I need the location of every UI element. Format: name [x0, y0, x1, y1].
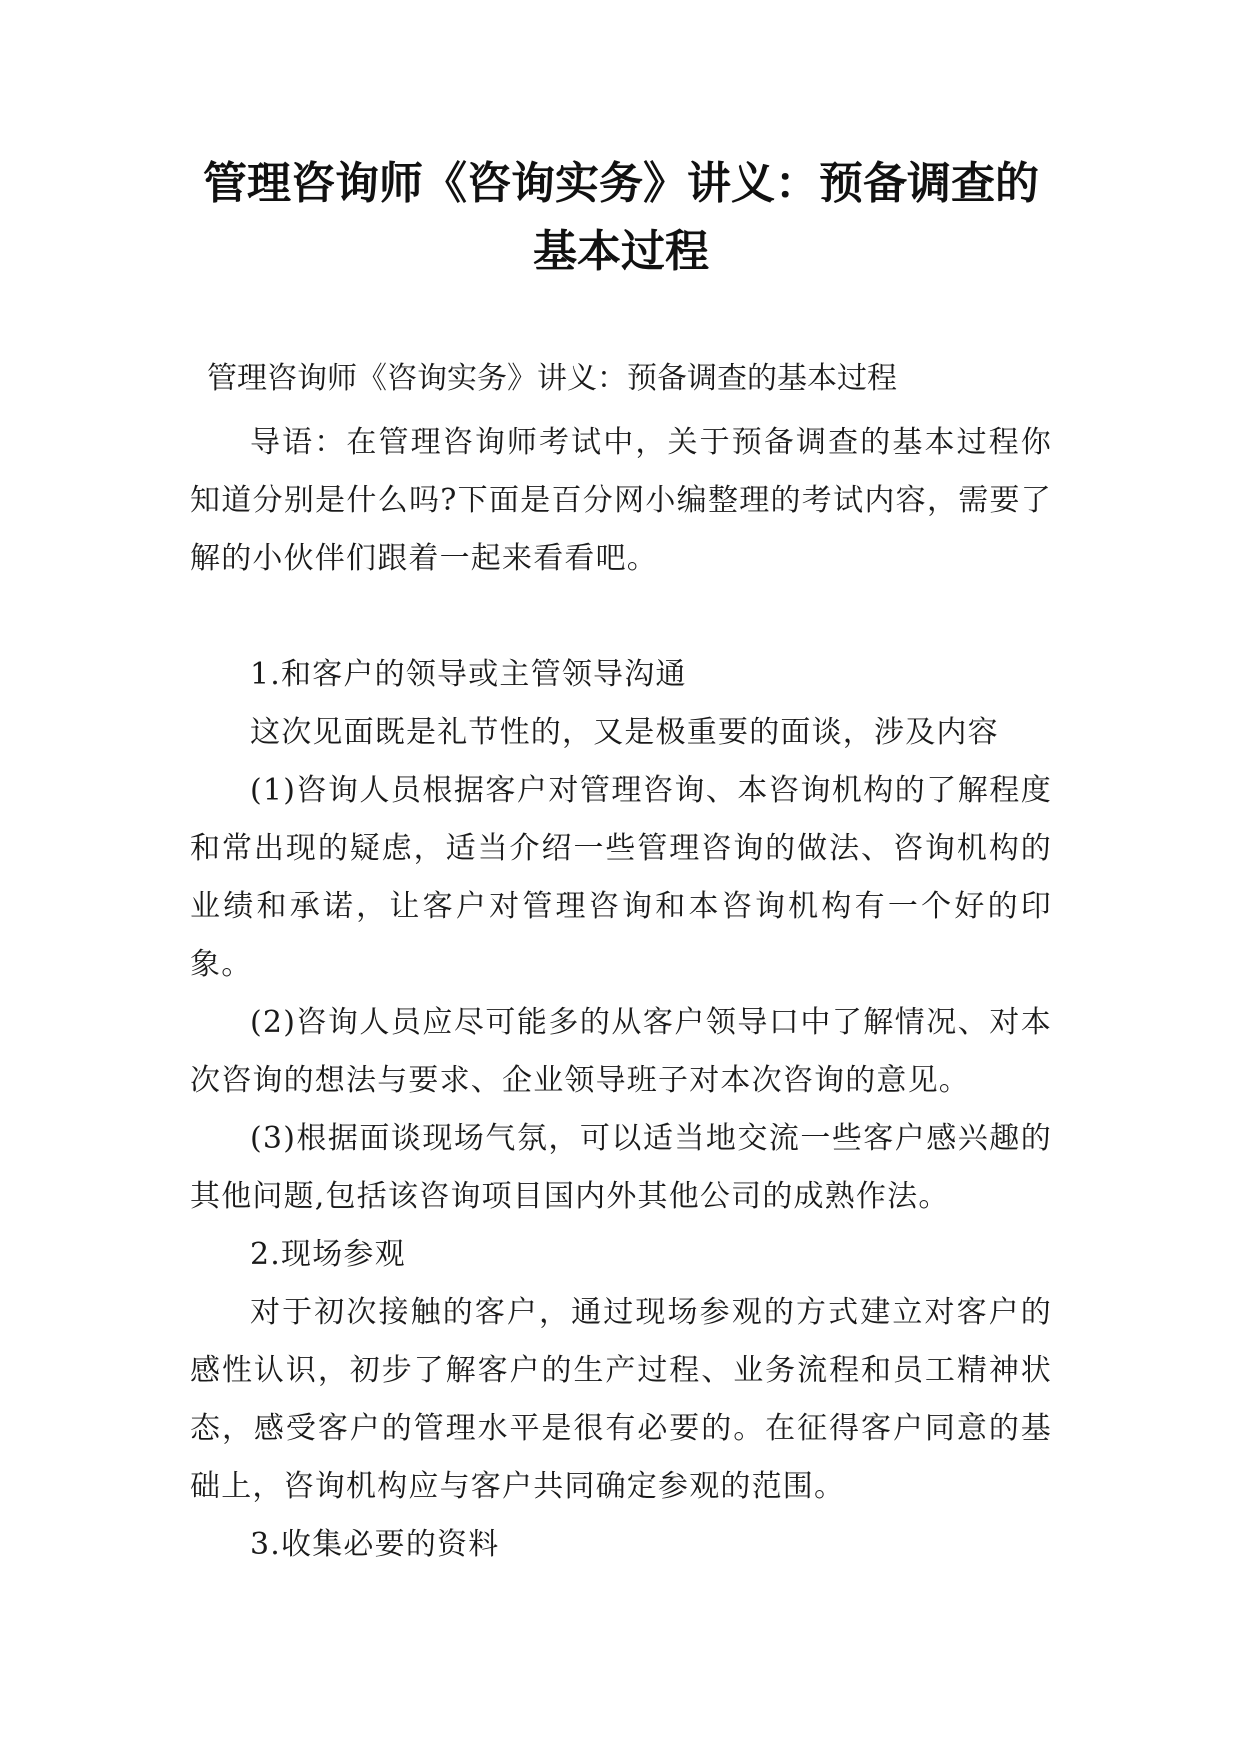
list-item-3: (3)根据面谈现场气氛，可以适当地交流一些客户感兴趣的其他问题,包括该咨询项目国内外其他公司的成熟作法。: [190, 1121, 1052, 1214]
body-paragraph: 这次见面既是礼节性的，又是极重要的面谈，涉及内容: [250, 715, 999, 750]
section-heading-2: 2.现场参观: [250, 1237, 406, 1272]
list-item-1: (1)咨询人员根据客户对管理咨询、本咨询机构的了解程度和常出现的疑虑，适当介绍一些管理咨询的做法、咨询机构的业绩和承诺，让客户对管理咨询和本咨询机构有一个好的印象。: [190, 773, 1052, 982]
section-heading-3: 3.收集必要的资料: [250, 1527, 500, 1562]
body-paragraph: 对于初次接触的客户，通过现场参观的方式建立对客户的感性认识，初步了解客户的生产过程、业务流程和员工精神状态，感受客户的管理水平是很有必要的。在征得客户同意的基础上，咨询机构应与客户共同确定参观的范围。: [190, 1295, 1052, 1504]
intro-paragraph: 导语：在管理咨询师考试中，关于预备调查的基本过程你知道分别是什么吗?下面是百分网小编整理的考试内容，需要了解的小伙伴们跟着一起来看看吧。: [190, 425, 1052, 576]
document-body: [190, 414, 1052, 1574]
section-heading-1: 1.和客户的领导或主管领导沟通: [250, 657, 687, 692]
document-subtitle: 管理咨询师《咨询实务》讲义：预备调查的基本过程: [207, 361, 897, 396]
list-item-2: (2)咨询人员应尽可能多的从客户领导口中了解情况、对本次咨询的想法与要求、企业领导班子对本次咨询的意见。: [190, 1005, 1052, 1098]
document-title: 管理咨询师《咨询实务》讲义：预备调查的基本过程: [203, 158, 1039, 277]
